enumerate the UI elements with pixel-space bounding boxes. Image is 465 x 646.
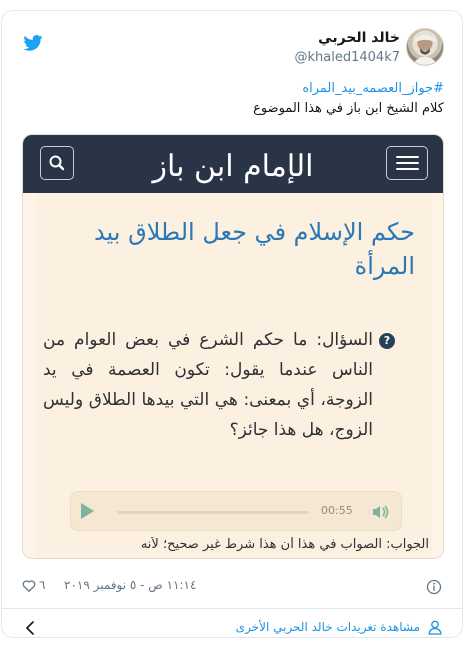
twitter-bird-icon[interactable] [23,35,43,51]
audio-time: 00:55 [321,504,353,517]
site-menu-button [386,146,428,180]
article-title: حكم الإسلام في جعل الطلاق بيد المرأة [93,218,415,280]
menu-icon-line [396,162,419,164]
footer-divider [2,608,462,609]
volume-icon [371,503,389,521]
avatar-image [407,29,443,65]
display-name[interactable]: خالد الحربي [318,30,400,46]
menu-icon-line [396,156,419,158]
like-count: ٦ [39,578,46,592]
more-tweets-link[interactable]: مشاهدة تغريدات خالد الحربي الأخرى [235,620,420,634]
tweet-text: كلام الشيخ ابن باز في هذا الموضوع [253,101,444,116]
chevron-left-icon[interactable] [25,621,35,635]
audio-player [70,491,402,531]
info-icon[interactable] [426,579,442,595]
site-header-bar [23,135,443,193]
tweet-timestamp[interactable]: ١١:١٤ ص - ٥ نوفمبر ٢٠١٩ [64,578,197,592]
avatar[interactable] [406,28,444,66]
play-icon [81,503,94,519]
tweet-media[interactable] [22,134,444,559]
article-answer-preview: الجواب: الصواب في هذا أن هذا شرط غير صحيح؛ لأنه [140,537,429,552]
heart-icon[interactable] [22,579,36,593]
question-icon: ? [379,333,395,349]
audio-progress-track [117,511,309,514]
menu-icon-line [396,168,419,170]
hashtag-link[interactable]: #جواز_العصمه_بيد_المراه [302,81,444,96]
article-question: السؤال: ما حكم الشرع في بعض العوام من الناس عندما يقول: تكون العصمة في يد الزوجة، أي بمعنى: هي التي بيدها الطلاق وليس الزوج، هل هذا جائز؟ [43,330,373,440]
tweet-card [1,10,463,638]
user-handle[interactable]: @khaled1404k7 [294,50,400,65]
site-logo: الإمام ابن باز [152,149,314,184]
person-icon [428,620,442,635]
